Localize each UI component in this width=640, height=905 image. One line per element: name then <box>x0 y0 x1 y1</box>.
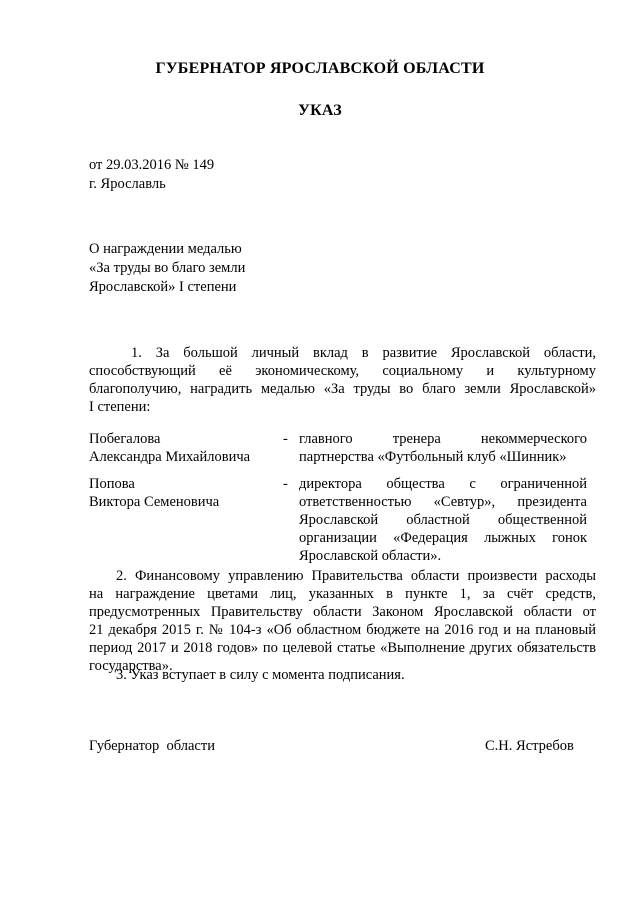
item2-line: государства». <box>89 658 173 674</box>
awardee-description: партнерства «Футбольный клуб «Шинник» <box>299 449 567 465</box>
item2-line: 2. Финансовому управлению Правительства области произвести расходы <box>116 568 596 584</box>
subject-line: Ярославской» I степени <box>89 279 237 295</box>
awardee-description: ответственностью «Севтур», президента <box>299 494 587 510</box>
issuing-authority: ГУБЕРНАТОР ЯРОСЛАВСКОЙ ОБЛАСТИ <box>155 60 485 77</box>
subject-line: «За труды во благо земли <box>89 260 246 276</box>
awardee-dash: - <box>283 476 288 492</box>
item1-line: благополучию, наградить медалью «За труды во благо земли Ярославской» <box>89 381 596 397</box>
item1-line: I степени: <box>89 399 151 415</box>
awardee-name: Александра Михайловича <box>89 449 251 465</box>
item1-line: 1. За большой личный вклад в развитие Ярославской области, <box>131 345 596 361</box>
awardee-dash: - <box>283 431 288 447</box>
awardee-description: главного тренера некоммерческого <box>299 431 587 447</box>
city: г. Ярославль <box>89 176 166 192</box>
awardee-description: Ярославской области». <box>299 548 442 564</box>
awardee-name: Виктора Семеновича <box>89 494 220 510</box>
document-type: УКАЗ <box>298 102 342 119</box>
signature-position: Губернатор области <box>89 738 215 754</box>
awardee-name: Попова <box>89 476 135 492</box>
item2-line: период 2017 и 2018 годов» по целевой статье «Выполнение других обязательств <box>89 640 596 656</box>
awardee-description: директора общества с ограниченной <box>299 476 587 492</box>
item2-line: 21 декабря 2015 г. № 104-з «Об областном бюджете на 2016 год и на плановый <box>89 622 596 638</box>
item1-line: способствующий её экономическому, социальному и культурному <box>89 363 596 379</box>
awardee-name: Побегалова <box>89 431 161 447</box>
signature-name: С.Н. Ястребов <box>485 738 574 754</box>
date-and-number: от 29.03.2016 № 149 <box>89 157 215 173</box>
item3-text: 3. Указ вступает в силу с момента подписания. <box>116 667 405 683</box>
awardee-description: организации «Федерация лыжных гонок <box>299 530 587 546</box>
subject-line: О награждении медалью <box>89 241 242 257</box>
item2-line: предусмотренных Правительству области Законом Ярославской области от <box>89 604 596 620</box>
item2-line: на награждение цветами лиц, указанных в пункте 1, за счёт средств, <box>89 586 596 602</box>
awardee-description: Ярославской областной общественной <box>299 512 587 528</box>
